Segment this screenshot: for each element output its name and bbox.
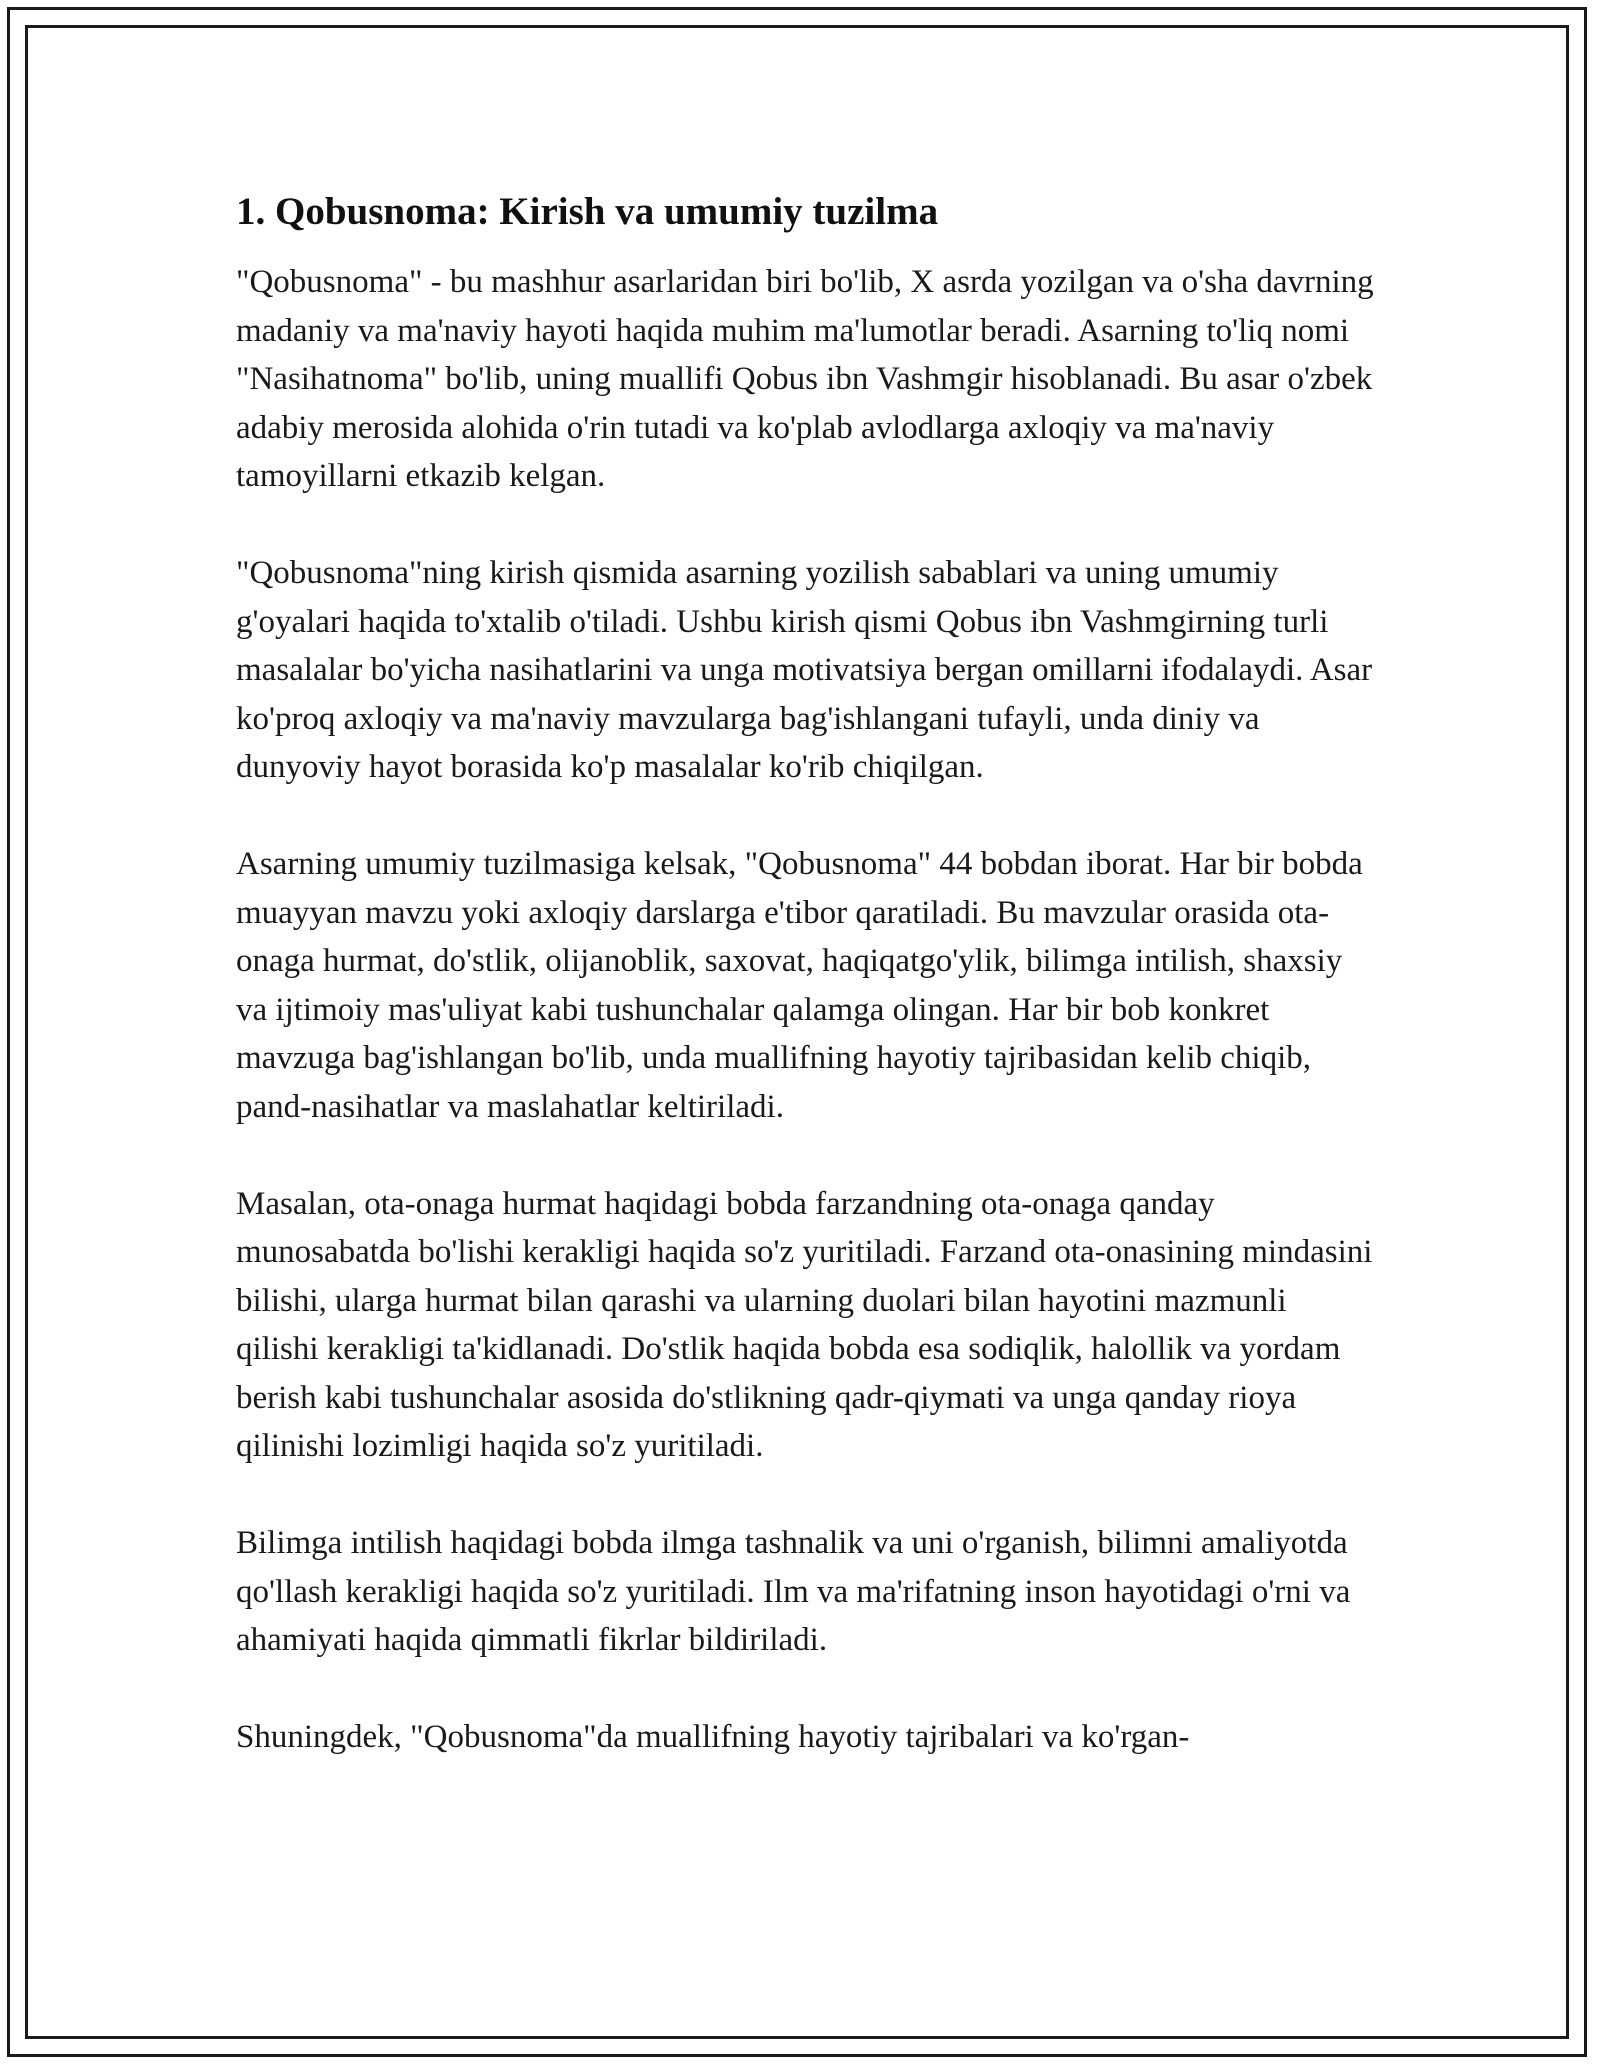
paragraph-knowledge: Bilimga intilish haqidagi bobda ilmga tashnalik va uni o'rganish, bilimni amaliyotda qo'llash kerakligi haqida so'z yuritiladi. Ilm va ma'rifatning inson hayotidagi o'rni va ahamiyati haqida qimmatli fikrlar bildiriladi. [236, 1525, 1351, 1658]
document-body [236, 186, 1376, 1762]
paragraph-continuation: Shuningdek, "Qobusnoma"da muallifning hayotiy tajribalari va ko'rgan- [236, 1719, 1190, 1755]
paragraph-structure: Asarning umumiy tuzilmasiga kelsak, "Qobusnoma" 44 bobdan iborat. Har bir bobda muayyan mavzu yoki axloqiy darslarga e'tibor qaratiladi. Bu mavzular orasida ota-onaga hurmat, do'stlik, olijanoblik, saxovat, haqiqatgo'ylik, bilimga intilish, shaxsiy va ijtimoiy mas'uliyat kabi tushunchalar qalamga olingan. Har bir bob konkret mavzuga bag'ishlangan bo'lib, unda muallifning hayotiy tajribasidan kelib chiqib, pand-nasihatlar va maslahatlar keltiriladi. [236, 846, 1363, 1125]
section-heading: 1. Qobusnoma: Kirish va umumiy tuzilma [236, 190, 939, 233]
paragraph-introduction-part: "Qobusnoma"ning kirish qismida asarning yozilish sabablari va uning umumiy g'oyalari haqida to'xtalib o'tiladi. Ushbu kirish qismi Qobus ibn Vashmgirning turli masalalar bo'yicha nasihatlarini va unga motivatsiya bergan omillarni ifodalaydi. Asar ko'proq axloqiy va ma'naviy mavzularga bag'ishlangani tufayli, unda diniy va dunyoviy hayot borasida ko'p masalalar ko'rib chiqilgan. [236, 555, 1373, 785]
paragraph-example-parents-friendship: Masalan, ota-onaga hurmat haqidagi bobda farzandning ota-onaga qanday munosabatda bo'lishi kerakligi haqida so'z yuritiladi. Farzand ota-onasining mindasini bilishi, ularga hurmat bilan qarashi va ularning duolari bilan hayotini mazmunli qilishi kerakligi ta'kidlanadi. Do'stlik haqida bobda esa sodiqlik, halollik va yordam berish kabi tushunchalar asosida do'stlikning qadr-qiymati va unga qanday rioya qilinishi lozimligi haqida so'z yuritiladi. [236, 1185, 1373, 1464]
paragraph-intro: "Qobusnoma" - bu mashhur asarlaridan biri bo'lib, X asrda yozilgan va o'sha davrning madaniy va ma'naviy hayoti haqida muhim ma'lumotlar beradi. Asarning to'liq nomi "Nasihatnoma" bo'lib, uning muallifi Qobus ibn Vashmgir hisoblanadi. Bu asar o'zbek adabiy merosida alohida o'rin tutadi va ko'plab avlodlarga axloqiy va ma'naviy tamoyillarni etkazib kelgan. [236, 264, 1374, 494]
